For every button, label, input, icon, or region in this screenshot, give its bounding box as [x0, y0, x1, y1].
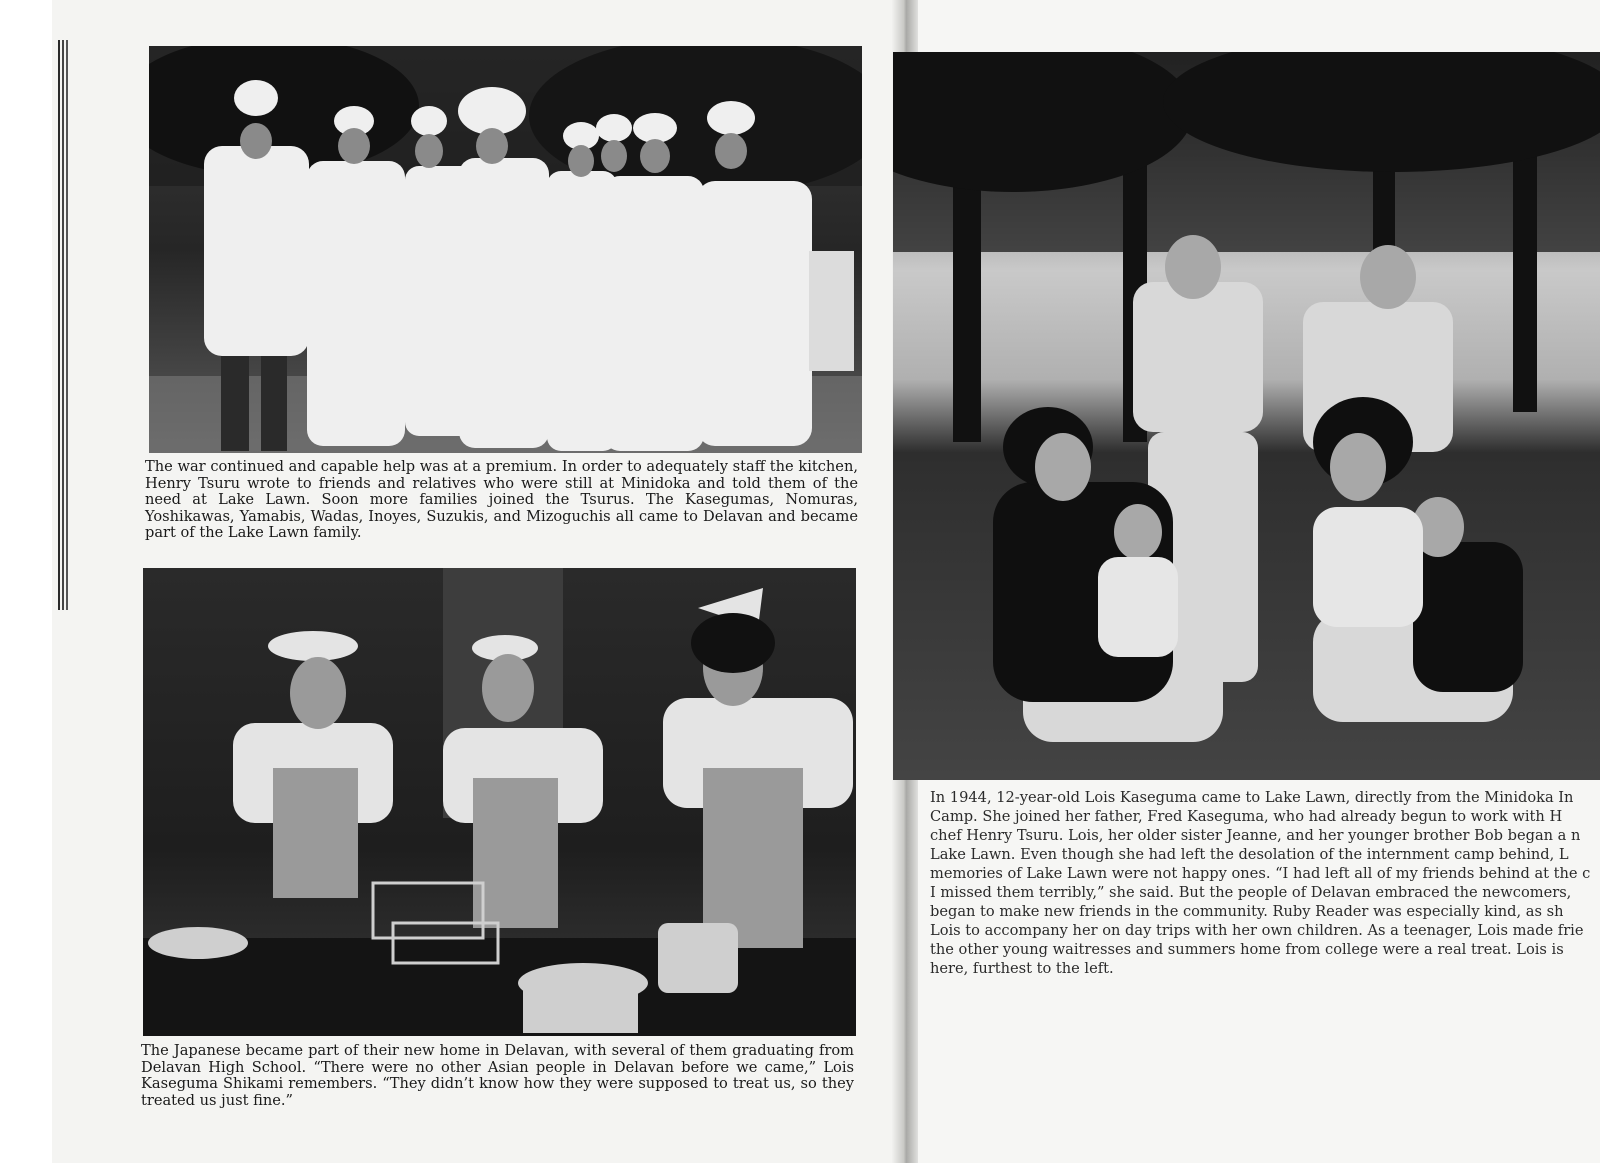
caption-family-line: In 1944, 12-year-old Lois Kaseguma came to Lake Lawn, directly from the Minidoka In	[930, 790, 1574, 806]
caption-family-line: the other young waitresses and summers home from college were a real treat. Lois is	[930, 942, 1564, 958]
caption-family-line: Lois to accompany her on day trips with her own children. As a teenager, Lois made frie	[930, 923, 1584, 939]
caption-family-line: memories of Lake Lawn were not happy ones. “I had left all of my friends behind at the c	[930, 866, 1591, 882]
caption-family	[930, 790, 1600, 1000]
photo-family	[893, 52, 1600, 780]
photo-chefs	[149, 46, 862, 453]
page-edges	[58, 40, 68, 610]
photo-waitresses	[143, 568, 856, 1036]
caption-chefs: The war continued and capable help was at a premium. In order to adequately staff the kitchen, Henry Tsuru wrote to friends and relatives who were still at Minidoka and told them of the need at Lake Lawn. Soon more families joined the Tsurus. The Kasegumas, Nomuras, Yoshikawas, Yamabis, Wadas, Inoyes, Suzukis, and Mizoguchis all came to Delavan and became part of the Lake Lawn family.	[145, 458, 858, 541]
caption-family-line: I missed them terribly,” she said. But the people of Delavan embraced the newcomers,	[930, 885, 1572, 901]
caption-family-line: began to make new friends in the community. Ruby Reader was especially kind, as sh	[930, 904, 1564, 920]
caption-waitresses: The Japanese became part of their new home in Delavan, with several of them graduating from Delavan High School. “There were no other Asian people in Delavan before we came,” Lois Kaseguma Shikami remembers. “They didn’t know how they were supposed to treat us, so they treated us just fine.”	[141, 1042, 854, 1109]
caption-family-line: chef Henry Tsuru. Lois, her older sister Jeanne, and her younger brother Bob began a n	[930, 828, 1581, 844]
caption-family-line: Lake Lawn. Even though she had left the desolation of the internment camp behind, L	[930, 847, 1569, 863]
caption-family-line: here, furthest to the left.	[930, 961, 1114, 977]
caption-family-line: Camp. She joined her father, Fred Kaseguma, who had already begun to work with H	[930, 809, 1563, 825]
